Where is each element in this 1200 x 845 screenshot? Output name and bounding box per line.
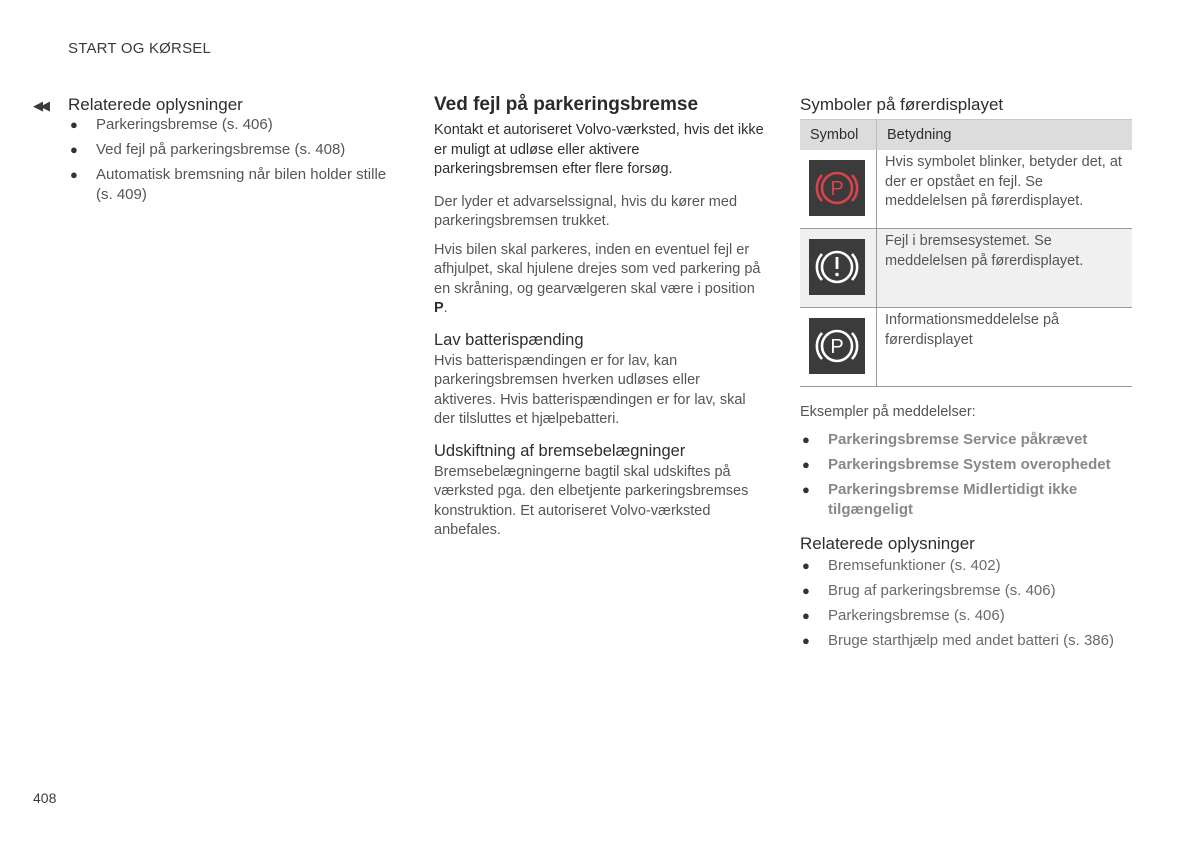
- table-cell: Informationsmeddelelse på førerdisplayet: [877, 308, 1133, 387]
- parking-brake-white-icon: [809, 318, 865, 374]
- table-row: [800, 229, 1132, 308]
- bullet-icon: ●: [70, 167, 78, 182]
- paragraph-brake-pads: Bremsebelægningerne bagtil skal udskiftes på værksted pga. den elbetjente parkeringsbremses konstruktion. Et autoriseret Volvo-værksted anbefales.: [434, 463, 749, 538]
- main-article: [434, 94, 766, 550]
- bullet-icon: ●: [802, 583, 810, 598]
- bullet-icon: ●: [70, 117, 78, 132]
- messages-list: [800, 430, 1132, 520]
- svg-text:P: P: [830, 336, 844, 358]
- list-item[interactable]: ● Bruge starthjælp med andet batteri (s. 386): [802, 632, 1114, 649]
- symbols-section: [800, 95, 1132, 656]
- bullet-icon: ●: [802, 482, 810, 497]
- list-item: ● Parkeringsbremse Midlertidigt ikke tilgængeligt: [802, 481, 1078, 518]
- list-item[interactable]: ● Parkeringsbremse (s. 406): [802, 607, 1005, 624]
- related-list-right: [800, 556, 1132, 651]
- related-heading-right: Relaterede oplysninger: [800, 534, 975, 553]
- svg-text:P: P: [830, 178, 844, 200]
- paragraph-parking: Hvis bilen skal parkeres, inden en eventuel fejl er afhjulpet, skal hjulene drejes som ved parkering på en skråning, og gearvælgeren skal være i position P.: [434, 241, 761, 316]
- paragraph-warning-signal: Der lyder et advarselssignal, hvis du kører med parkeringsbremsen trukket.: [434, 193, 738, 229]
- table-cell: Fejl i bremsesystemet. Se meddelelsen på førerdisplayet.: [877, 229, 1133, 308]
- paragraph-low-battery: Hvis batterispændingen er for lav, kan parkeringsbremsen hverken udløses eller aktiveres. Hvis batterispændingen er for lav, skal der tilsluttes et hjælpebatteri.: [434, 352, 746, 427]
- table-header-meaning: Betydning: [877, 120, 1133, 151]
- article-title: Ved fejl på parkeringsbremse: [434, 94, 699, 115]
- subheading-low-battery: Lav batterispænding: [434, 330, 584, 349]
- related-heading: Relaterede oplysninger: [68, 95, 243, 114]
- bullet-icon: ●: [802, 633, 810, 648]
- table-header-symbol: Symbol: [800, 120, 877, 151]
- bullet-icon: ●: [802, 457, 810, 472]
- double-chevron-left-icon[interactable]: ◀◀: [33, 98, 47, 113]
- related-list: [68, 115, 403, 205]
- related-info-left: [33, 95, 403, 210]
- list-item: ● Parkeringsbremse Service påkrævet: [802, 431, 1088, 448]
- bullet-icon: ●: [802, 432, 810, 447]
- parking-brake-red-icon: [809, 160, 865, 216]
- brake-system-warning-icon: [809, 239, 865, 295]
- table-cell: Hvis symbolet blinker, betyder det, at der er opstået en fejl. Se meddelelsen på førerdisplayet.: [877, 150, 1133, 229]
- list-item[interactable]: ● Brug af parkeringsbremse (s. 406): [802, 582, 1056, 599]
- subheading-brake-pads: Udskiftning af bremsebelægninger: [434, 441, 686, 460]
- table-row: [800, 308, 1132, 387]
- list-item[interactable]: ● Automatisk bremsning når bilen holder stille (s. 409): [70, 166, 387, 203]
- table-row: [800, 150, 1132, 229]
- symbols-heading: Symboler på førerdisplayet: [800, 95, 1004, 114]
- section-header: START OG KØRSEL: [68, 40, 212, 57]
- examples-label: Eksempler på meddelelser:: [800, 404, 976, 420]
- symbols-table: [800, 119, 1132, 387]
- list-item[interactable]: ● Parkeringsbremse (s. 406): [70, 116, 273, 133]
- intro-paragraph: Kontakt et autoriseret Volvo-værksted, hvis det ikke er muligt at udløse eller aktivere parkeringsbremsen efter flere forsøg.: [434, 122, 764, 177]
- bullet-icon: ●: [802, 558, 810, 573]
- list-item: ● Parkeringsbremse System overophedet: [802, 456, 1111, 473]
- bullet-icon: ●: [802, 608, 810, 623]
- bullet-icon: ●: [70, 142, 78, 157]
- list-item[interactable]: ● Ved fejl på parkeringsbremse (s. 408): [70, 141, 346, 158]
- list-item[interactable]: ● Bremsefunktioner (s. 402): [802, 557, 1001, 574]
- page-number: 408: [33, 790, 57, 806]
